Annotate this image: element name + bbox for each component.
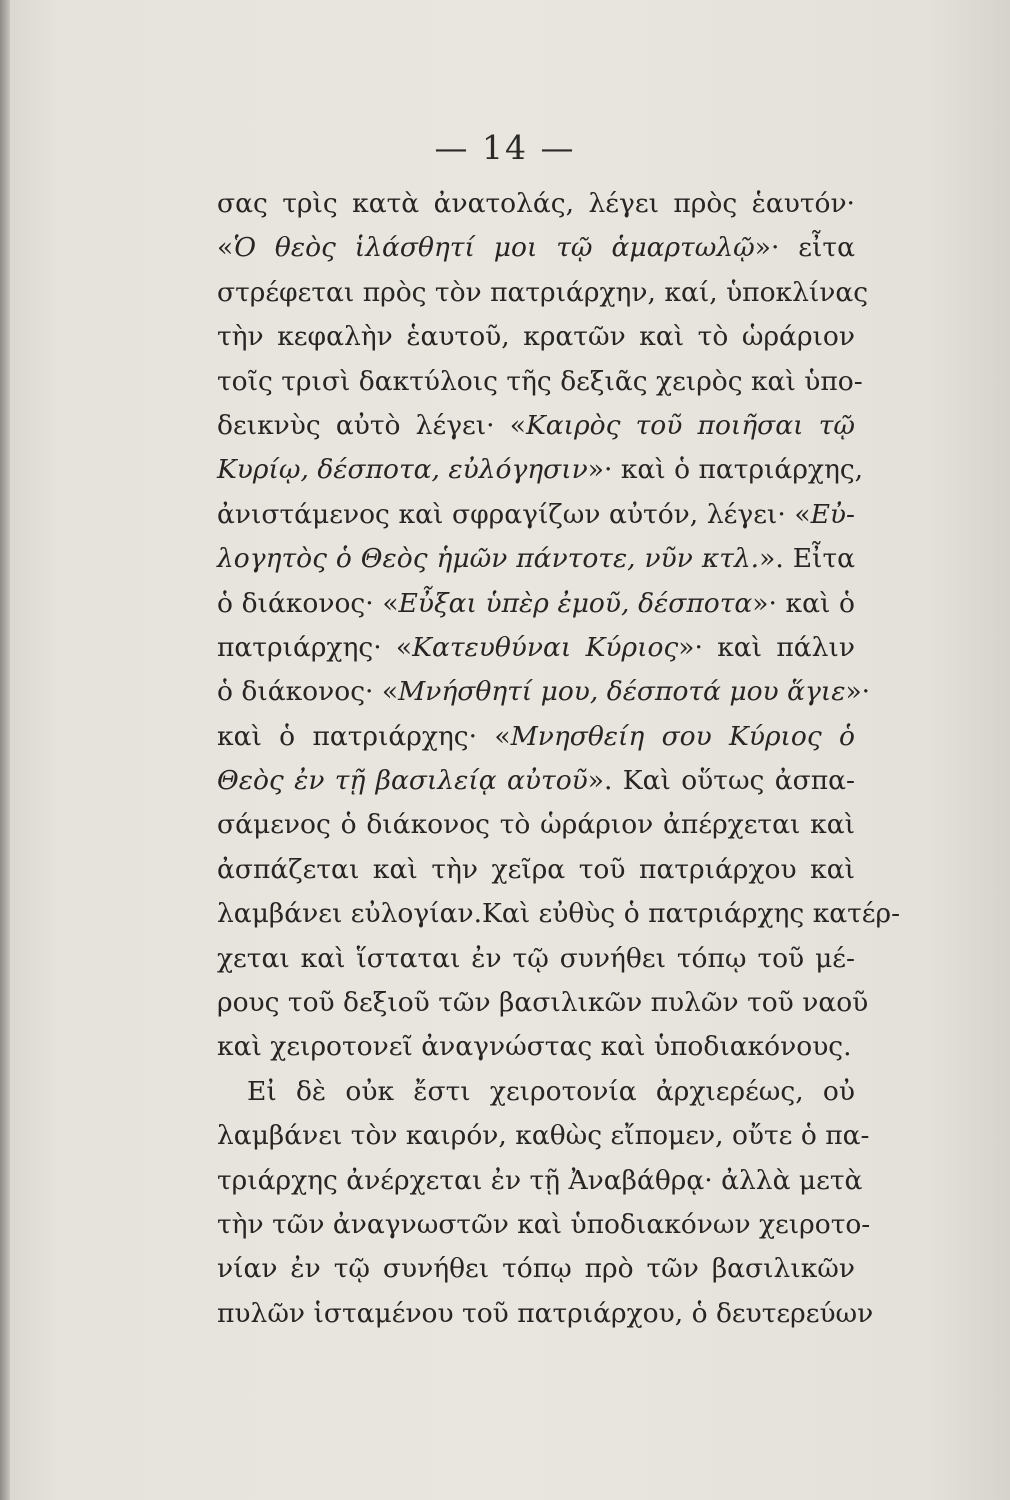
text-run: στρέφεται πρὸς τὸν πατριάρχην, καί, ὑποκλίνας [217, 276, 869, 308]
text-run: πυλῶν ἱσταμένου τοῦ πατριάρχου, ὁ δευτερεύων [217, 1297, 874, 1329]
text-run: σας τρὶς κατὰ ἀνατολάς, λέγει πρὸς ἑαυτόν· [217, 188, 855, 219]
text-line [217, 537, 855, 581]
text-line [217, 404, 855, 448]
text-run: λαμβάνει τὸν καιρόν, καθὼς εἴπομεν, οὔτε ὁ πα- [217, 1120, 870, 1152]
text-line [217, 759, 855, 803]
text-run: ». Καὶ οὕτως ἀσπα- [587, 765, 856, 797]
text-run: λογητὸς ὁ Θεὸς ἡμῶν πάντοτε, νῦν κτλ. [217, 543, 760, 575]
text-line [217, 1292, 874, 1336]
text-line [217, 226, 855, 270]
text-run: ». Εἶτα [759, 543, 855, 575]
text-run: τὴν κεφαλὴν ἑαυτοῦ, κρατῶν καὶ τὸ ὡράριον [217, 321, 855, 353]
text-run: ἀνιστάμενος καὶ σφραγίζων αὐτόν, λέγει· « [217, 498, 811, 530]
text-line [217, 182, 855, 226]
text-run: »· καὶ πάλιν [678, 631, 855, 663]
text-run: Θεὸς ἐν τῇ βασιλείᾳ αὐτοῦ [217, 765, 588, 797]
text-line [217, 803, 855, 847]
text-run: »· [845, 676, 871, 708]
text-run: ρους τοῦ δεξιοῦ τῶν βασιλικῶν πυλῶν τοῦ ναοῦ [217, 987, 869, 1019]
text-run: τὴν τῶν ἀναγνωστῶν καὶ ὑποδιακόνων χειροτο- [217, 1208, 871, 1240]
text-run: Μνησθείη σου Κύριος ὁ [510, 720, 856, 752]
page-number: — 14 — [434, 128, 576, 167]
text-line [217, 1025, 855, 1069]
text-run: »· καὶ ὁ πατριάρχης, [587, 454, 864, 486]
text-run: Μνήσθητί μου, δέσποτά μου ἅγιε [398, 676, 846, 708]
text-run: Εὖξαι ὑπὲρ ἐμοῦ, δέσποτα [398, 587, 753, 619]
text-line [217, 1203, 871, 1247]
text-run: σάμενος ὁ διάκονος τὸ ὡράριον ἀπέρχεται καὶ [217, 809, 855, 841]
text-run: Εὐ- [810, 498, 855, 530]
text-line [217, 626, 855, 670]
text-line [217, 582, 855, 626]
text-run: δεικνὺς αὐτὸ λέγει· « [217, 409, 526, 441]
text-line [217, 715, 855, 759]
text-line [217, 360, 863, 404]
text-line [217, 493, 855, 537]
text-line [217, 448, 864, 492]
text-run: Καιρὸς τοῦ ποιῆσαι τῷ [525, 409, 855, 441]
text-line [217, 1247, 855, 1291]
text-run: νίαν ἐν τῷ συνήθει τόπῳ πρὸ τῶν βασιλικῶν [217, 1253, 855, 1285]
text-line [217, 848, 855, 892]
text-line [217, 892, 901, 936]
text-run: « [217, 232, 234, 264]
text-run: Κατευθύναι Κύριος [412, 631, 679, 663]
text-run: καὶ ὁ πατριάρχης· « [217, 720, 511, 752]
text-line [217, 1114, 870, 1158]
text-line [217, 271, 869, 315]
text-run: »· καὶ ὁ [752, 587, 855, 619]
text-run: ὁ διάκονος· « [217, 676, 399, 708]
text-line [217, 315, 855, 359]
text-run: ὁ διάκονος· « [217, 587, 399, 619]
text-run: τοῖς τρισὶ δακτύλοις τῆς δεξιᾶς χειρὸς καὶ ὑπο- [217, 365, 863, 397]
text-run: πατριάρχης· « [217, 631, 413, 663]
text-run: ἀσπάζεται καὶ τὴν χεῖρα τοῦ πατριάρχου καὶ [217, 853, 855, 885]
text-run: Ὁ θεὸς ἱλάσθητί μοι τῷ ἁμαρτωλῷ [233, 232, 755, 264]
text-line [217, 670, 871, 714]
text-run: καὶ χειροτονεῖ ἀναγνώστας καὶ ὑποδιακόνους. [217, 1031, 852, 1063]
body-text [217, 182, 901, 1336]
text-line [217, 1070, 855, 1114]
text-line [217, 1159, 863, 1203]
text-run: »· εἶτα [754, 232, 855, 264]
page-edge-shadow [0, 0, 10, 1500]
text-run: λαμβάνει εὐλογίαν.Καὶ εὐθὺς ὁ πατριάρχης κατέρ- [217, 898, 901, 930]
text-run: Εἰ δὲ οὐκ ἔστι χειροτονία ἀρχιερέως, οὐ [247, 1075, 855, 1107]
text-run: Κυρίῳ, δέσποτα, εὐλόγησιν [217, 454, 588, 486]
text-run: χεται καὶ ἵσταται ἐν τῷ συνήθει τόπῳ τοῦ μέ- [217, 942, 855, 974]
text-run: τριάρχης ἀνέρχεται ἐν τῇ Ἀναβάθρᾳ· ἀλλὰ μετὰ [217, 1164, 863, 1196]
text-line [217, 981, 869, 1025]
text-line [217, 937, 855, 981]
